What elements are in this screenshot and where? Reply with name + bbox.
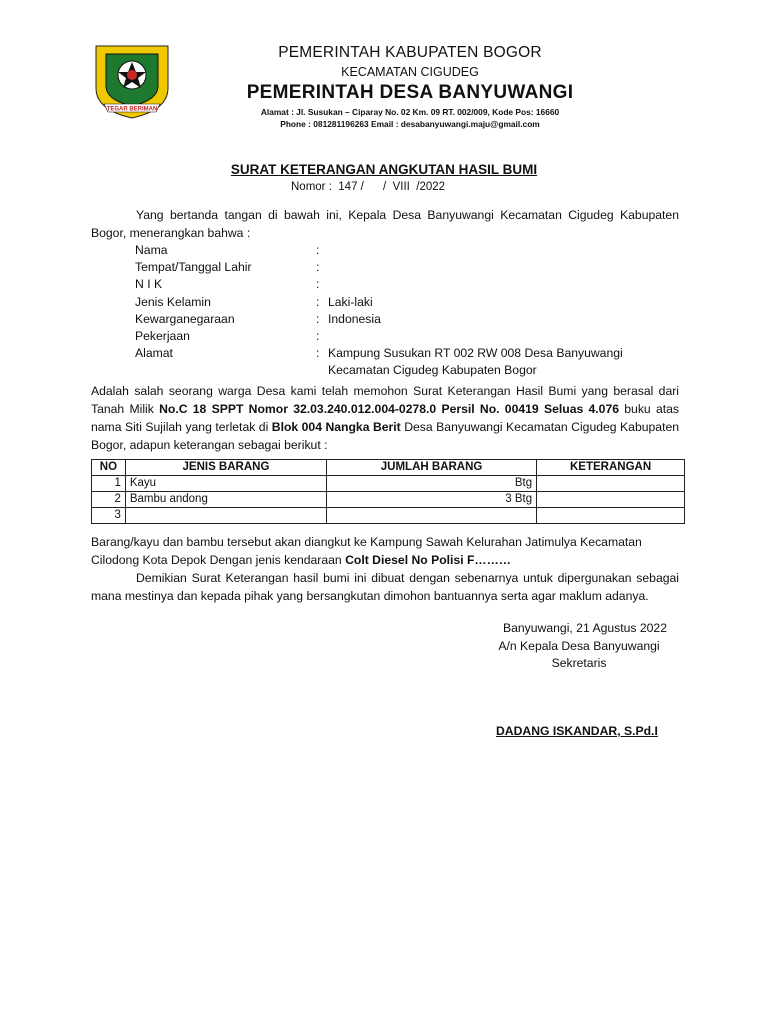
bogor-shield-icon [92,44,172,120]
district-name: KECAMATAN CIGUDEG [341,65,479,79]
cell-no: 3 [92,508,126,524]
goods-table [91,459,685,524]
signer-name: DADANG ISKANDAR, S.Pd.I [496,724,658,738]
table-row [92,508,685,524]
document-number: Nomor : 147 / / VIII /2022 [291,181,446,193]
office-address: Alamat : Jl. Susukan – Ciparay No. 02 Km. 09 RT. 002/009, Kode Pos: 16660 [260,107,560,117]
identity-label: Jenis Kelamin [135,294,211,309]
identity-label: Nama [135,243,168,257]
table-row [92,492,685,508]
identity-row [135,310,695,327]
regency-name: PEMERINTAH KABUPATEN BOGOR [278,44,542,61]
identity-label: Kewarganegaraan [135,311,235,326]
identity-label: Pekerjaan [135,328,190,343]
cell-keterangan [537,476,685,492]
identity-row [135,258,695,275]
transport-paragraph [91,533,651,569]
identity-colon: : [316,277,320,292]
land-text: Adalah salah seorang warga Desa kami telah memohon Surat Keterangan Hasil Bumi yang berasal dari Tanah Milik [91,384,679,416]
identity-colon: : [316,346,320,361]
identity-row [135,275,695,292]
land-certificate: No.C 18 SPPT Nomor 32.03.240.012.004-0278.0 Persil No. 00419 Seluas 4.076 [159,402,620,416]
cell-keterangan [537,508,685,524]
identity-row [135,361,695,378]
identity-label: Alamat [135,346,173,361]
land-block: Blok 004 Nangka Berit [271,420,401,434]
signature-position: Sekretaris [551,656,607,670]
village-name: PEMERINTAH DESA BANYUWANGI [246,82,574,103]
table-row [92,476,685,492]
cell-no: 2 [92,492,126,508]
identity-row [135,293,695,310]
signature-place-date: Banyuwangi, 21 Agustus 2022 [503,621,667,635]
land-description-paragraph [91,382,679,454]
land-text: Desa Banyuwangi Kecamatan Cigudeg Kabupaten Bogor, adapun keterangan sebagai berikut : [91,420,680,452]
document-title: SURAT KETERANGAN ANGKUTAN HASIL BUMI [230,162,538,177]
cell-jumlah: 3 Btg [327,492,537,508]
identity-colon: : [316,311,320,326]
address-continuation: Kecamatan Cigudeg Kabupaten Bogor [328,363,537,378]
identity-value: Laki-laki [328,294,373,309]
identity-label: Tempat/Tanggal Lahir [135,260,252,275]
identity-row [135,344,695,361]
identity-row [135,241,695,258]
vehicle-info: Colt Diesel No Polisi F……… [345,553,511,567]
identity-row [135,327,695,344]
cell-jenis: Bambu andong [125,492,326,508]
office-contact: Phone : 081281196263 Email : desabanyuwangi.maju@gmail.com [280,119,540,129]
identity-value: Indonesia [328,311,381,326]
identity-block [135,241,695,379]
col-header-jenis: JENIS BARANG [125,460,326,476]
identity-colon: : [316,243,320,257]
table-header-row [92,460,685,476]
land-text: buku atas nama Siti Sujilah yang terletak di [91,402,679,434]
cell-jenis [125,508,326,524]
regency-logo [92,44,172,120]
cell-jumlah: Btg [327,476,537,492]
opening-paragraph: Yang bertanda tangan di bawah ini, Kepala Desa Banyuwangi Kecamatan Cigudeg Kabupaten Bogor, menerangkan bahwa : [91,208,679,240]
identity-value: Kampung Susukan RT 002 RW 008 Desa Banyuwangi [328,346,623,361]
logo-motto: TEGAR BERIMAN [106,106,158,113]
cell-keterangan [537,492,685,508]
transport-text: Barang/kayu dan bambu tersebut akan diangkut ke Kampung Sawah Kelurahan Jatimulya Kecamatan Cilodong Kota Depok Dengan jenis kendaraan [91,535,642,567]
identity-colon: : [316,260,320,275]
col-header-jumlah: JUMLAH BARANG [327,460,537,476]
cell-jenis: Kayu [125,476,326,492]
col-header-no: NO [92,460,126,476]
identity-label: N I K [135,277,163,292]
signature-on-behalf: A/n Kepala Desa Banyuwangi [498,639,660,653]
closing-paragraph: Demikian Surat Keterangan hasil bumi ini dibuat dengan sebenarnya untuk dipergunakan sebagai mana mestinya dan kepada pihak yang bersangkutan dimohon bantuannya serta agar maklum adanya. [91,571,679,603]
identity-colon: : [316,294,320,309]
col-header-keterangan: KETERANGAN [537,460,685,476]
identity-colon: : [316,328,320,343]
cell-no: 1 [92,476,126,492]
cell-jumlah [327,508,537,524]
